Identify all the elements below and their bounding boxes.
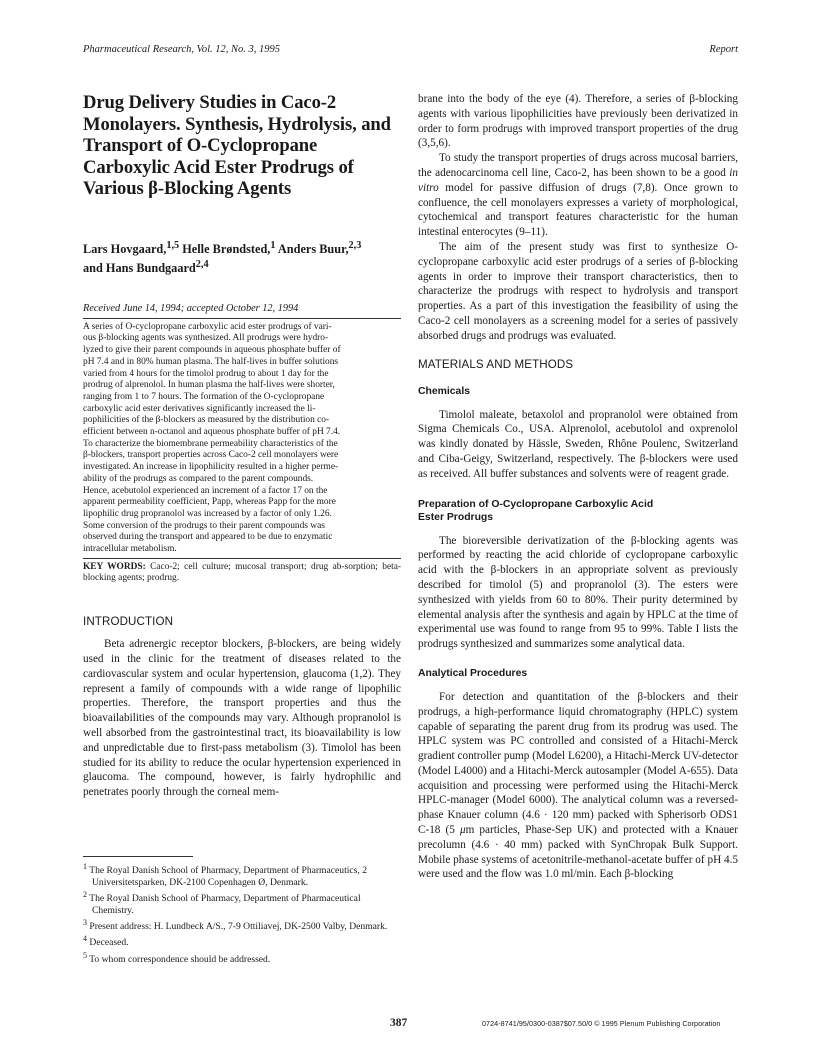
abstract-line: lyzed to give their parent compounds in aqueous phosphate buffer of bbox=[83, 345, 341, 356]
section-heading-introduction: INTRODUCTION bbox=[83, 615, 174, 629]
title-line: Monolayers. Synthesis, Hydrolysis, and bbox=[83, 113, 391, 135]
abstract-line: ous β-blocking agents was synthesized. All prodrugs were hydro- bbox=[83, 333, 329, 344]
footnotes bbox=[83, 861, 401, 966]
article-title bbox=[83, 92, 401, 200]
footnote bbox=[83, 950, 401, 966]
copyright-line: 0724-8741/95/0300-0387$07.50/0 © 1995 Plenum Publishing Corporation bbox=[482, 1019, 721, 1028]
abstract-line: Some conversion of the prodrugs to their parent compounds was bbox=[83, 520, 325, 531]
abstract-line: intracellular metabolism. bbox=[83, 544, 177, 555]
abstract-line: investigated. An increase in lipophilicity resulted in a higher perme- bbox=[83, 462, 339, 473]
footnote-text: The Royal Danish School of Pharmacy, Department of Pharmaceutics, 2 Universitetsparken, DK-2100 Copenhagen Ø, Denmark. bbox=[87, 865, 368, 889]
footnote bbox=[83, 861, 401, 889]
text-run: For detection and quantitation of the β-blockers and their prodrugs, a high-performance liquid chromatography (HPLC) system capable of separating the parent drug from its prodrug was used. The HPLC system was PC controlled and consisted of a Hitachi-Merck gradient controller pump (Model L6200), a Hitachi-Merck UV-detector (Model L4000) and a Hitachi-Merck autosampler (Model A-655). Data acquisition and processing were performed using the Hitachi-Merck HPLC-manager (Model 6000). The analytical column was a reversed-phase Knauer column (4.6 · 120 mm) packed with Spherisorb ODS1 C-18 (5 bbox=[418, 690, 738, 837]
author-affiliation-mark: 2,4 bbox=[195, 259, 209, 271]
footnote-mark: 1 bbox=[83, 861, 87, 871]
footnote-text: Present address: H. Lundbeck A/S., 7-9 Ottiliavej, DK-2500 Valby, Denmark. bbox=[87, 921, 388, 933]
footnote-text: Deceased. bbox=[87, 937, 129, 949]
article-type: Report bbox=[709, 44, 738, 55]
abstract-line: To characterize the biomembrane permeability characteristics of the bbox=[83, 438, 338, 449]
footnote-mark: 5 bbox=[83, 950, 87, 960]
chemicals-paragraph: Timolol maleate, betaxolol and propranolol were obtained from Sigma Chemicals Co., USA. Alprenolol, acebutolol and oxprenolol was kindly donated by Hässle, Sweden, Rhône Poulenc, Switzerland and Ciba-Geigy, Switzerland, respectively. The β-blockers were used as received. All buffer substances and solvents were of reagent grade. bbox=[418, 408, 738, 480]
title-line: Carboxylic Acid Ester Prodrugs of bbox=[83, 156, 354, 178]
keywords-label: KEY WORDS: bbox=[83, 561, 146, 572]
introduction-continuation: brane into the body of the eye (4). Therefore, a series of β-blocking agents with various lipophilicities have previously been derivatized in order to form prodrugs with improved transport properties of the drug (3,5,6). bbox=[418, 93, 738, 150]
subsection-heading-chemicals: Chemicals bbox=[418, 385, 470, 397]
text-run: model for passive diffusion of drugs (7,8). Once grown to confluence, the cell monolayers expresses a variety of morphological, cytochemical and transport features characteristic for the human intestinal enterocytes (9–11). bbox=[418, 181, 738, 239]
footnote-mark: 2 bbox=[83, 890, 87, 900]
footnote-text: The Royal Danish School of Pharmacy, Department of Pharmaceutical Chemistry. bbox=[87, 893, 361, 917]
text-run: To study the transport properties of drugs across mucosal barriers, the adenocarcinoma cell line, Caco-2, has been shown to be a good bbox=[418, 152, 738, 179]
preparation-paragraph: The bioreversible derivatization of the β-blocking agents was performed by reacting the acid chloride of cyclopropane carboxylic acid with the β-blockers in an appropriate solvent as previously described for timolol (5) and propranolol (3). The esters were synthesized with yields from 60 to 80%. Their purity determined by elemental analysis after the synthesis and again by HPLC at the time of experimental use was found to range from 95 to 99%. Table I lists the prodrugs synthesized and summarizes some analytical data. bbox=[418, 534, 738, 651]
title-line: Transport of O-Cyclopropane bbox=[83, 135, 318, 156]
abstract-line: apparent permeability coefficient, Papp, whereas Papp for the more bbox=[83, 497, 336, 508]
footnote bbox=[83, 917, 401, 933]
left-column bbox=[83, 92, 401, 966]
subsection-heading-preparation bbox=[418, 498, 738, 524]
abstract bbox=[83, 319, 401, 558]
abstract-line: carboxylic acid ester derivatives significantly increased the li- bbox=[83, 403, 316, 414]
title-line: Various β-Blocking Agents bbox=[83, 178, 292, 199]
author-affiliation-mark: 1,5 bbox=[166, 239, 180, 251]
footnote bbox=[83, 933, 401, 949]
abstract-line: varied from 4 hours for the timolol prodrug to about 1 day for the bbox=[83, 368, 329, 379]
author-name: and Hans Bundgaard bbox=[83, 261, 196, 276]
journal-citation: Pharmaceutical Research, Vol. 12, No. 3, 1995 bbox=[83, 44, 281, 55]
received-date: Received June 14, 1994; accepted October 12, 1994 bbox=[83, 302, 401, 319]
introduction-paragraph: The aim of the present study was first to synthesize O-cyclopropane carboxylic acid ester prodrugs of a series of β-blocking agents in order to improve their transport characteristics, then to characterize the prodrugs with respect to hydrolysis and transport properties. As a part of this investigation the feasibility of using the Caco-2 cell monolayers as a screening model for a series of passively absorbed drugs and prodrugs was evaluated. bbox=[418, 240, 738, 342]
abstract-line: pH 7.4 and in 80% human plasma. The half-lives in buffer solutions bbox=[83, 356, 339, 367]
title-line: Drug Delivery Studies in Caco-2 bbox=[83, 92, 337, 113]
heading-line: Ester Prodrugs bbox=[418, 511, 494, 523]
keywords bbox=[83, 558, 401, 585]
heading-line: Preparation of O-Cyclopropane Carboxylic Acid bbox=[418, 498, 654, 510]
author-name: Anders Buur, bbox=[275, 241, 349, 256]
page-number: 387 bbox=[390, 1017, 408, 1029]
keywords-text: Caco-2; cell culture; mucosal transport; drug ab-sorption; beta-blocking agents; prodrug. bbox=[83, 561, 402, 584]
abstract-line: ability of the prodrugs as compared to the parent compounds. bbox=[83, 473, 314, 484]
abstract-line: β-blockers, transport properties across Caco-2 cell monolayers were bbox=[83, 450, 339, 461]
author-affiliation-mark: 2,3 bbox=[348, 239, 362, 251]
abstract-line: prodrug of alprenolol. In human plasma the half-lives were shorter, bbox=[83, 380, 335, 391]
footnote bbox=[83, 889, 401, 917]
introduction-paragraph bbox=[418, 151, 738, 240]
author-name: Helle Brøndsted, bbox=[179, 241, 271, 256]
analytical-paragraph bbox=[418, 690, 738, 882]
author-name: Lars Hovgaard, bbox=[83, 241, 167, 256]
footnote-divider bbox=[83, 856, 193, 857]
section-heading-methods: MATERIALS AND METHODS bbox=[418, 357, 574, 371]
text-run: m particles, Phase-Sep UK) and protected with a Knauer precolumn (4.6 · 40 mm) packed with SynChropak Bulk Support. Mobile phase systems of acetonitrile-methanol-acetate buffer of pH 4.5 were used and the flow was 1.0 ml/min. Each β-blocking bbox=[418, 824, 739, 881]
subsection-heading-analytical: Analytical Procedures bbox=[418, 667, 528, 679]
abstract-line: A series of O-cyclopropane carboxylic acid ester prodrugs of vari- bbox=[83, 321, 332, 332]
introduction-paragraph: Beta adrenergic receptor blockers, β-blockers, are being widely used in the clinic for the treatment of diseases related to the cardiovascular system and ocular hypertension, glaucoma (1,2). They represent a family of compounds with a wide range of lipophilic properties. Therefore, the transport properties and thus the bioavailabilities of the compounds may vary. Although propranolol is well absorbed from the gastrointestinal tract, its bioavailability is low and unpredictable due to first-pass metabolism (3). Timolol has been studied for its ability to reduce the ocular hypertension experienced in glaucoma. The compound, however, is fairly hydrophilic and penetrates poorly through the corneal mem- bbox=[83, 638, 401, 799]
running-head bbox=[83, 44, 738, 55]
footnote-text: To whom correspondence should be addressed. bbox=[87, 953, 271, 965]
italic-term: in vitro bbox=[418, 166, 738, 194]
abstract-line: Hence, acebutolol experienced an increment of a factor 17 on the bbox=[83, 485, 328, 496]
abstract-line: ranging from 1 to 7 hours. The formation of the O-cyclopropane bbox=[83, 391, 325, 402]
footnote-mark: 4 bbox=[83, 934, 87, 944]
abstract-line: observed during the transport and appeared to be due to enzymatic bbox=[83, 532, 333, 543]
footnote-mark: 3 bbox=[83, 918, 87, 928]
abstract-line: pophilicities of the β-blockers as measured by the distribution co- bbox=[83, 415, 330, 426]
abstract-line: lipophilic drug propranolol was increased by a factor of only 1.26. bbox=[83, 508, 332, 519]
author-list bbox=[83, 238, 401, 277]
author-affiliation-mark: 1 bbox=[270, 239, 276, 251]
right-column bbox=[418, 92, 738, 882]
greek-mu: μ bbox=[459, 824, 466, 837]
abstract-line: efficient between n-octanol and aqueous phosphate buffer of pH 7.4. bbox=[83, 427, 341, 438]
